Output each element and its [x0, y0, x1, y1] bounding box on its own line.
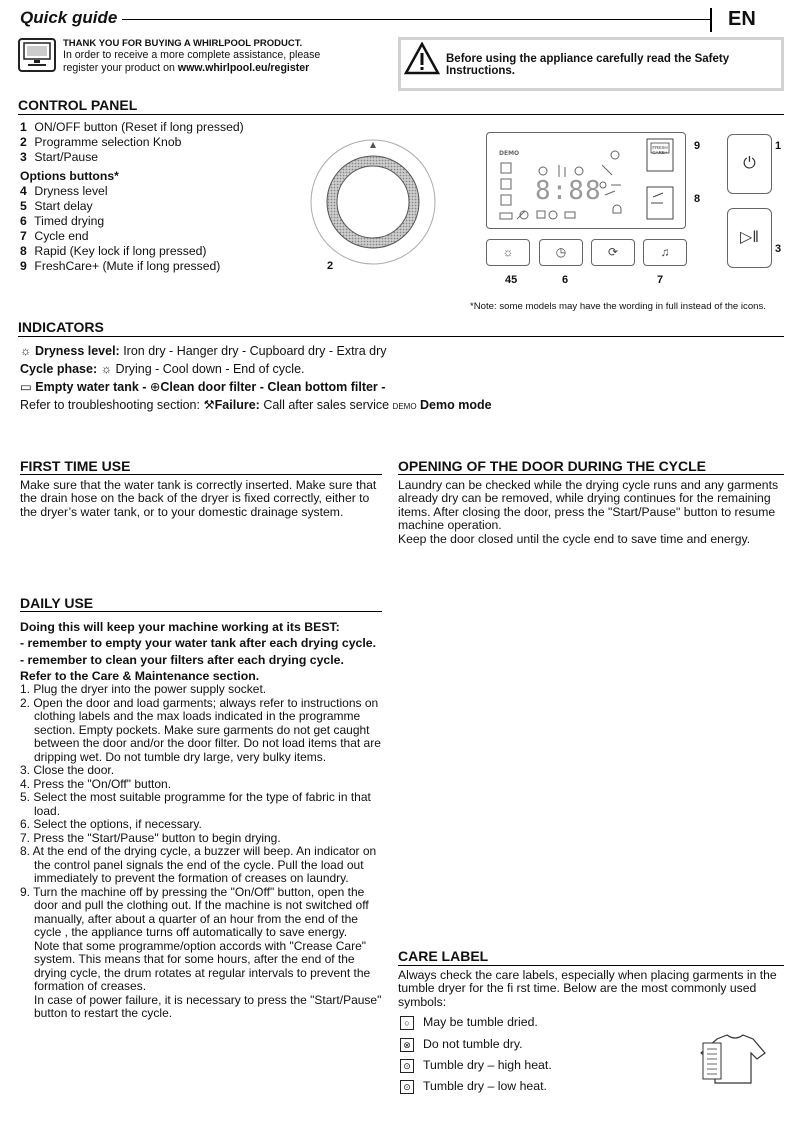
- label-7: 7: [657, 274, 664, 286]
- dryness-level-button[interactable]: [486, 239, 530, 266]
- language-code: EN: [728, 8, 756, 30]
- filters-row: ▭ Empty water tank - ⊕Clean door filter - Clean bottom filter -: [20, 380, 386, 394]
- bell-icon: ♫: [660, 244, 670, 259]
- label-knob: 2: [327, 260, 334, 272]
- tumble-low-icon: ⊙: [400, 1080, 414, 1094]
- list-item: ○ May be tumble dried.: [400, 1016, 538, 1030]
- section-rule: [18, 114, 784, 115]
- tumble-dry-icon: ○: [400, 1016, 414, 1030]
- start-delay-button[interactable]: [539, 239, 583, 266]
- list-item: 7. Press the "Start/Pause" button to begin drying.: [20, 830, 281, 845]
- tumble-high-icon: ⊙: [400, 1059, 414, 1073]
- label-start: 3: [775, 243, 782, 255]
- display-panel: [486, 132, 686, 229]
- register-line-2: register your product on: [63, 62, 178, 75]
- opening-door-text: Laundry can be checked while the drying cycle runs and any garments already dry can be removed, while drying continues for the remaining items. After closing the door, press the "Start/Pause" button to resume machine operation. Keep the door closed until the cycle end to save time and energy.: [398, 478, 779, 546]
- section-rule: [20, 611, 382, 612]
- options-heading: Options buttons*: [20, 169, 119, 183]
- list-item: 4 Dryness level: [20, 184, 108, 198]
- control-panel-list: [20, 120, 244, 274]
- timed-drying-button[interactable]: [591, 239, 635, 266]
- list-item: 2 Programme selection Knob: [20, 135, 182, 149]
- timed-drying-icon: ⟳: [607, 244, 619, 259]
- section-rule: [20, 474, 382, 475]
- indicators-block: [20, 342, 492, 416]
- list-item: 8 Rapid (Key lock if long pressed): [20, 244, 207, 258]
- on-off-button[interactable]: [727, 134, 772, 194]
- svg-text:DEMO: DEMO: [499, 150, 520, 157]
- list-item: 9 FreshCare+ (Mute if long pressed): [20, 259, 221, 273]
- crease-care-note: Note that some programme/option accords with "Crease Care" system. This means that for some hours, after the end of the drying cycle, the drum rotates at regular intervals to prevent the formation of creases.: [34, 938, 371, 993]
- label-onoff: 1: [775, 140, 782, 152]
- display-digits: 8:88: [535, 176, 602, 206]
- daily-use-steps: [20, 683, 382, 1021]
- indicators-title: INDICATORS: [18, 319, 104, 335]
- play-pause-icon: ▷‖: [740, 229, 759, 247]
- water-tank-icon: ▭: [20, 380, 36, 394]
- care-label-title: CARE LABEL: [398, 948, 489, 964]
- monitor-icon: [18, 38, 56, 72]
- opening-door-title: OPENING OF THE DOOR DURING THE CYCLE: [398, 458, 707, 474]
- list-item: 7 Cycle end: [20, 229, 89, 243]
- section-rule: [398, 965, 784, 966]
- list-item: ⊙ Tumble dry – high heat.: [400, 1059, 552, 1073]
- models-note: *Note: some models may have the wording in full instead of the icons.: [470, 301, 766, 312]
- list-item: 4. Press the "On/Off" button.: [20, 776, 172, 791]
- thank-you-block: [63, 38, 320, 75]
- cycle-row: Cycle phase: ☼ Drying - Cool down - End of cycle.: [20, 362, 305, 376]
- failure-row: Refer to troubleshooting section: ⚒Failure: Call after sales service DEMO Demo mode: [20, 398, 492, 412]
- safety-warning-text: Before using the appliance carefully read the Safety Instructions.: [446, 53, 730, 78]
- warning-icon: [404, 42, 440, 80]
- list-item: 1. Plug the dryer into the power supply socket.: [20, 682, 267, 696]
- list-item: ⊙ Tumble dry – low heat.: [400, 1080, 547, 1094]
- list-item: 5. Select the most suitable programme for the type of fabric in that load.: [20, 790, 371, 818]
- power-icon: ⏻: [743, 155, 756, 173]
- list-item: 6 Timed drying: [20, 214, 105, 228]
- label-rapid: 8: [694, 193, 701, 205]
- power-failure-note: In case of power failure, it is necessary to press the "Start/Pause" button to restart the cycle.: [34, 992, 382, 1020]
- list-item: ⊗ Do not tumble dry.: [400, 1038, 523, 1052]
- thank-you-heading: THANK YOU FOR BUYING A WHIRLPOOL PRODUCT.: [63, 38, 303, 49]
- fresh-care-label: FRESH CARE+: [652, 145, 668, 155]
- section-rule: [18, 336, 784, 337]
- list-item: 5 Start delay: [20, 199, 93, 213]
- control-panel-title: CONTROL PANEL: [18, 97, 138, 113]
- list-item: 8. At the end of the drying cycle, a buzzer will beep. An indicator on the control panel signals the end of the cycle. Pull the load out immediately to prevent the formation of creases on laundry.: [20, 844, 377, 885]
- first-time-use-text: Make sure that the water tank is correctly inserted. Make sure that the drain hose on the back of the dryer is fixed correctly, either to the dryer’s water tank, or to your domestic drainage system.: [20, 478, 377, 519]
- page-title: Quick guide: [20, 8, 118, 27]
- clock-icon: ◷: [555, 244, 567, 259]
- dryness-row: ☼ Dryness level: Iron dry - Hanger dry - Cupboard dry - Extra dry: [20, 344, 387, 358]
- section-rule: [398, 474, 784, 475]
- register-link[interactable]: www.whirlpool.eu/register: [177, 62, 310, 75]
- list-item: 6. Select the options, if necessary.: [20, 817, 202, 831]
- header-separator: [710, 8, 712, 32]
- list-item: 2. Open the door and load garments; always refer to instructions on clothing labels and the max loads indicated in the programme section. Empty pockets. Make sure garments do not get caught between the door and/or the door filter. Do not load items that are dripping wet. Do not tumble dry large, very bulky items.: [20, 695, 381, 764]
- demo-tag: DEMO: [392, 402, 417, 411]
- label-fresh: 9: [694, 140, 701, 152]
- sun-icon: ☼: [20, 344, 35, 358]
- list-item: 3 Start/Pause: [20, 150, 99, 164]
- label-6: 6: [562, 274, 569, 286]
- wrench-icon: ⚒: [203, 398, 215, 412]
- programme-knob[interactable]: [303, 138, 443, 270]
- door-filter-icon: ⊕: [149, 380, 161, 394]
- care-label-text: Always check the care labels, especially when placing garments in the tumble dryer for the fi rst time. Below are the most commonly used symbols:: [398, 968, 777, 1009]
- daily-use-title: DAILY USE: [20, 595, 94, 611]
- register-line-1: In order to receive a more complete assistance, please: [63, 49, 321, 62]
- daily-use-tips: Doing this will keep your machine working at its BEST: - remember to empty your water tank after each drying cycle. - remember to clean your filters after each drying cycle. Refer to the Care & Maintenance section.: [20, 620, 377, 683]
- cycle-end-button[interactable]: [643, 239, 687, 266]
- first-time-use-title: FIRST TIME USE: [20, 458, 131, 474]
- list-item: 1 ON/OFF button (Reset if long pressed): [20, 120, 244, 134]
- list-item: 3. Close the door.: [20, 763, 115, 777]
- list-item: 9. Turn the machine off by pressing the "On/Off" button, open the door and pull the clothing out. If the machine is not switched off manually, after about a quarter of an hour from the end of the cycle , the appliance turns off automatically to save energy.: [20, 884, 369, 939]
- start-pause-button[interactable]: [727, 208, 772, 268]
- label-45: 45: [505, 274, 518, 286]
- sun-icon: ☼: [100, 362, 116, 376]
- shirt-label-illustration: [697, 1033, 769, 1093]
- no-tumble-dry-icon: ⊗: [400, 1038, 414, 1052]
- sun-icon: ☼: [502, 244, 514, 259]
- header-rule: [122, 19, 710, 20]
